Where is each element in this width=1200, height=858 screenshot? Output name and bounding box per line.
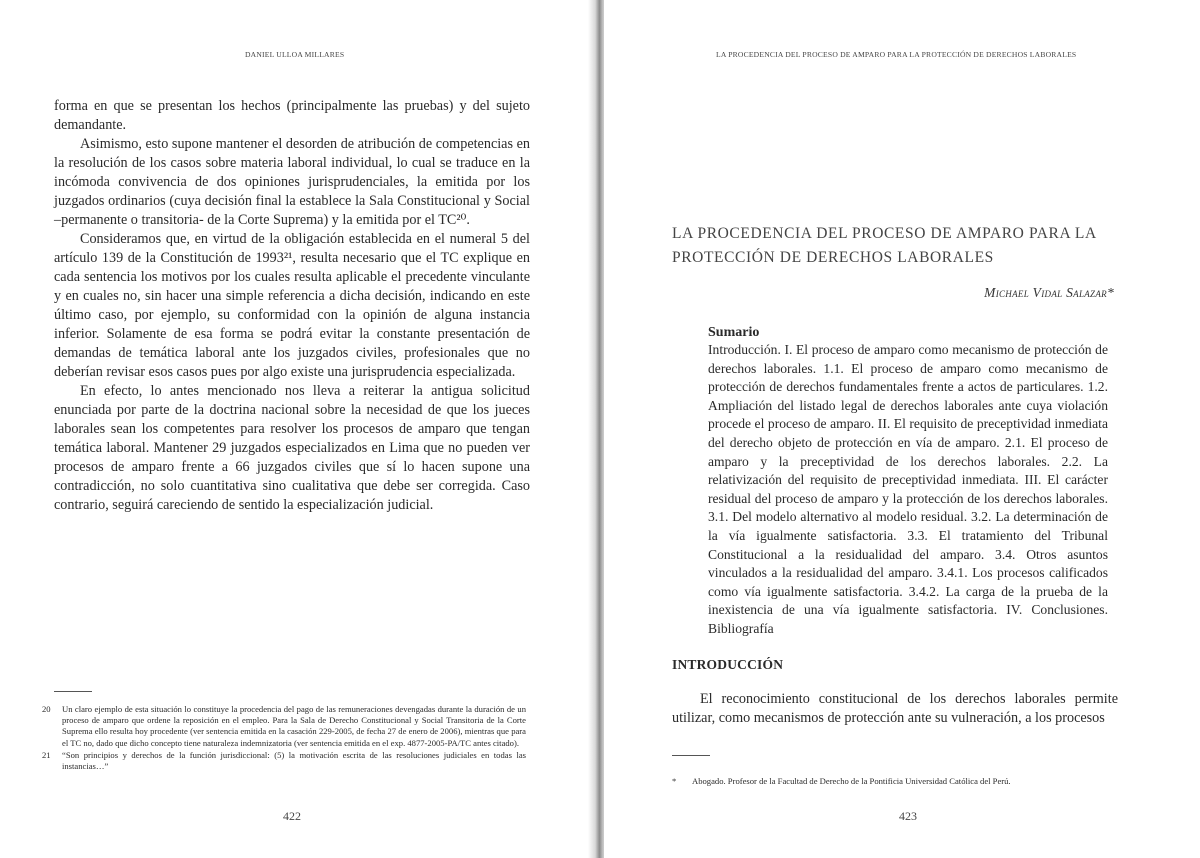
introduction-text: El reconocimiento constitucional de los derechos laborales permite utilizar, como mecanismos de protección ante su vulneración, a los procesos	[672, 691, 1118, 726]
right-page-number: 423	[899, 809, 917, 823]
left-page	[0, 0, 596, 858]
right-footnote-rule	[672, 755, 710, 756]
footnote-text: Un claro ejemplo de esta situación lo constituye la procedencia del pago de las remuneraciones devengadas durante la duración de un proceso de amparo que ordene la reposición en el empleo. Para la Sala de Derecho Constitucional y Social Transitoria de la Corte Suprema ello resulta hoy procedente (ver sentencia emitida en la casación 229-2005, de fecha 27 de enero de 2006), mientras que para el TC no, dado que dicho concepto tiene naturaleza indemnizatoria (ver sentencia emitida en el exp. 4877-2005-PA/TC antes citado).	[62, 704, 526, 748]
left-footnotes	[42, 704, 526, 773]
author-name: Michael Vidal Salazar*	[984, 285, 1114, 300]
footnote-20	[42, 704, 526, 749]
footnote-text: “Son principios y derechos de la función jurisdiccional: (5) la motivación escrita de las resoluciones judiciales en todas las instancias…”	[62, 749, 526, 772]
footnote-number: 20	[42, 704, 51, 714]
paragraph-3: Consideramos que, en virtud de la obligación establecida en el numeral 5 del artículo 139 de la Constitución de 1993²¹, resulta necesario que el TC explique en cada sentencia los motivos por los cuales resulta aplicable el precedente vinculante y en cuales no, sin hacer una simple referencia a dicha decisión, indicando en este último caso, por ejemplo, su conformidad con la opinión de alguna instancia inferior. Solamente de esa forma se podrá evitar la constante presentación de demandas de temática laboral ante los juzgados civiles, profesionales que no deberían revisar esos casos pues por algo existe una jurisprudencia especializada.	[54, 231, 530, 380]
footnote-21	[42, 750, 526, 772]
paragraph-2: Asimismo, esto supone mantener el desorden de atribución de competencias en la resolución de los casos sobre materia laboral individual, lo cual se traduce en la incómoda convivencia de dos opiniones jurisprudenciales, la emitida por los juzgados ordinarios (cuya decisión final la establece la Sala Constitucional y Social –permanente o transitoria- de la Corte Suprema) y la emitida por el TC²⁰.	[54, 136, 530, 228]
footnote-text: Abogado. Profesor de la Facultad de Derecho de la Pontificia Universidad Católica del Perú.	[692, 776, 1011, 786]
left-footnote-rule	[54, 691, 92, 692]
section-heading-introduccion: INTRODUCCIÓN	[672, 657, 784, 672]
footnote-author	[672, 776, 1112, 787]
paragraph-1: forma en que se presentan los hechos (principalmente las pruebas) y del sujeto demandante.	[54, 98, 530, 133]
left-page-number: 422	[283, 809, 301, 823]
summary-heading: Sumario	[708, 325, 760, 340]
summary-text: Introducción. I. El proceso de amparo como mecanismo de protección de derechos laborales. 1.1. El proceso de amparo como mecanismo de protección de derechos fundamentales frente a actos de particulares. 1.2. Ampliación del listado legal de derechos laborales ante cuya violación procede el proceso de amparo. II. El requisito de preceptividad inmediata del derecho objeto de protección en vía de amparo. 2.1. El proceso de amparo y la preceptividad de los derechos laborales. 2.2. La relativización del requisito de preceptividad inmediata. III. El carácter residual del proceso de amparo y la protección de los derechos laborales. 3.1. Del modelo alternativo al modelo residual. 3.2. La determinación de la vía igualmente satisfactoria. 3.3. El tratamiento del Tribunal Constitucional a la residualidad del amparo. 3.4. Otros asuntos vinculados a la residualidad del amparo. 3.4.1. Los procesos calificados como vía igualmente satisfactoria. 3.4.2. La carga de la prueba de la inexistencia de una vía igualmente satisfactoria. IV. Conclusiones. Bibliografía	[708, 342, 1108, 636]
left-running-head: DANIEL ULLOA MILLARES	[245, 50, 345, 59]
chapter-title: LA PROCEDENCIA DEL PROCESO DE AMPARO PARA LA PROTECCIÓN DE DERECHOS LABORALES	[672, 225, 1096, 266]
footnote-number: *	[672, 776, 677, 786]
right-running-head: LA PROCEDENCIA DEL PROCESO DE AMPARO PARA LA PROTECCIÓN DE DERECHOS LABORALES	[716, 50, 1077, 59]
left-body-text	[54, 97, 530, 515]
paragraph-4: En efecto, lo antes mencionado nos lleva a reiterar la antigua solicitud enunciada por parte de la doctrina nacional sobre la necesidad de que los jueces laborales sean los competentes para resolver los procesos de amparo que tengan temática laboral. Mantener 29 juzgados especializados en Lima que no pueden ver procesos de amparo frente a 66 juzgados civiles que sí lo hacen supone una contradicción, no solo cuantitativa sino cualitativa que debe ser corregida. Caso contrario, seguirá careciendo de sentido la especialización judicial.	[54, 383, 530, 513]
footnote-number: 21	[42, 749, 51, 760]
right-footnotes	[672, 776, 1112, 788]
